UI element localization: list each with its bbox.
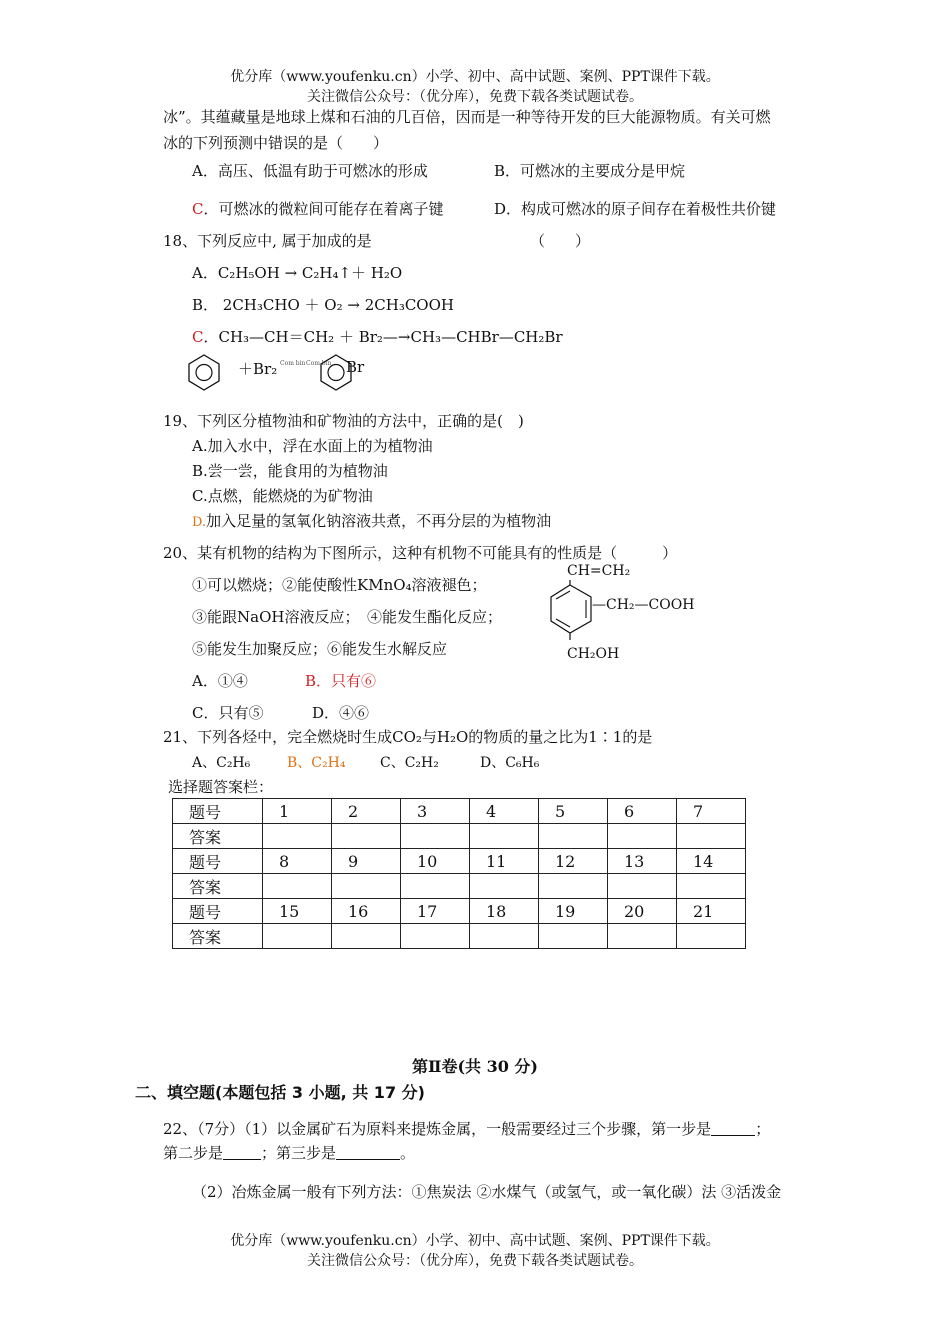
answer-cell[interactable] — [608, 924, 677, 949]
q18-option-c — [192, 326, 563, 347]
question-number-cell: 14 — [677, 849, 746, 874]
answer-cell[interactable] — [608, 874, 677, 899]
question-number-cell: 4 — [470, 799, 539, 824]
q18-paren: （ ） — [530, 232, 591, 250]
question-number-cell: 20 — [608, 899, 677, 924]
question-number-cell: 11 — [470, 849, 539, 874]
q17-option-c — [192, 198, 444, 219]
footer-line-1: 优分库（www.youfenku.cn）小学、初中、高中试题、案例、PPT课件下载。 — [230, 1233, 720, 1249]
answer-cell[interactable] — [470, 874, 539, 899]
q20-property-1: ①可以燃烧；②能使酸性KMnO₄溶液褪色； — [192, 576, 487, 594]
answer-table-caption: 选择题答案栏： — [168, 778, 274, 796]
q18-option-a: A．C₂H₅OH → C₂H₄↑＋ H₂O — [192, 264, 403, 282]
q22-step-3-label: ；第三步是 — [261, 1144, 337, 1162]
question-number-cell: 17 — [401, 899, 470, 924]
question-number-cell: 6 — [608, 799, 677, 824]
question-number-cell: 7 — [677, 799, 746, 824]
q20-property-3: ⑤能发生加聚反应；⑥能发生水解反应 — [192, 640, 448, 658]
q18-option-c-letter: C — [192, 328, 204, 346]
question-number-cell: 19 — [539, 899, 608, 924]
q22-line-2 — [163, 1142, 415, 1163]
q19-option-d-text: 加入足量的氢氧化钠溶液共煮，不再分层的为植物油 — [206, 512, 552, 530]
q22-line-2-end: 。 — [400, 1144, 416, 1162]
q20-option-c: C．只有⑤ — [192, 704, 264, 722]
q20-option-b: B．只有⑥ — [305, 672, 377, 690]
q19-option-b: B.尝一尝，能食用的为植物油 — [192, 462, 388, 480]
answer-cell[interactable] — [677, 924, 746, 949]
table-row — [173, 924, 746, 949]
answer-cell[interactable] — [401, 924, 470, 949]
q20-property-2: ③能跟NaOH溶液反应； ④能发生酯化反应； — [192, 608, 502, 626]
question-number-cell: 8 — [263, 849, 332, 874]
q19-option-c: C.点燃，能燃烧的为矿物油 — [192, 487, 373, 505]
question-number-cell: 2 — [332, 799, 401, 824]
blank-step-3[interactable] — [336, 1145, 400, 1160]
q18-option-d-product: Br — [346, 358, 365, 376]
q17-continuation-1: 冰”。其蕴藏量是地球上煤和石油的几百倍，因而是一种等待开发的巨大能源物质。有关可燃 — [163, 108, 771, 126]
q18-option-b: B． 2CH₃CHO ＋ O₂ → 2CH₃COOH — [192, 296, 454, 314]
blank-step-2[interactable] — [223, 1145, 261, 1160]
answer-cell[interactable] — [608, 824, 677, 849]
question-number-cell: 18 — [470, 899, 539, 924]
footer-line-2: 关注微信公众号：（优分库），免费下载各类试题试卷。 — [307, 1253, 643, 1269]
table-header-cell: 题号 — [173, 849, 263, 874]
question-number-cell: 3 — [401, 799, 470, 824]
q18-condition-label-2: Com bin — [306, 360, 332, 367]
q20-option-a: A．①④ — [192, 672, 248, 690]
q18-option-d-reagent: ＋Br₂ — [238, 360, 278, 378]
q22-line-3: （2）冶炼金属一般有下列方法：①焦炭法 ②水煤气（或氢气，或一氧化碳）法 ③活泼金 — [192, 1183, 782, 1201]
q17-option-b: B．可燃冰的主要成分是甲烷 — [494, 162, 686, 180]
answer-cell[interactable] — [539, 924, 608, 949]
question-number-cell: 5 — [539, 799, 608, 824]
structure-acid-group: —CH₂—COOH — [592, 597, 695, 613]
table-header-cell: 答案 — [173, 824, 263, 849]
q19-option-a: A.加入水中，浮在水面上的为植物油 — [192, 437, 433, 455]
question-number-cell: 15 — [263, 899, 332, 924]
header-line-1: 优分库（www.youfenku.cn）小学、初中、高中试题、案例、PPT课件下载。 — [230, 69, 720, 85]
answer-cell[interactable] — [470, 824, 539, 849]
q18-stem: 18、下列反应中, 属于加成的是 — [163, 232, 372, 250]
answer-cell[interactable] — [332, 924, 401, 949]
q17-option-c-letter: C — [192, 200, 204, 218]
q17-option-a: A．高压、低温有助于可燃冰的形成 — [192, 162, 428, 180]
q22-line-1 — [163, 1118, 770, 1139]
answer-cell[interactable] — [470, 924, 539, 949]
question-number-cell: 21 — [677, 899, 746, 924]
structure-vinyl-group: CH=CH₂ — [567, 563, 631, 579]
answer-cell[interactable] — [263, 924, 332, 949]
blank-step-1[interactable] — [711, 1121, 755, 1136]
q21-option-a: A、C₂H₆ — [192, 755, 251, 771]
table-header-cell: 题号 — [173, 899, 263, 924]
q19-option-d-letter: D. — [192, 515, 207, 530]
structure-alcohol-group: CH₂OH — [567, 646, 620, 662]
answer-cell[interactable] — [332, 874, 401, 899]
benzene-ring-icon — [186, 352, 222, 392]
table-row — [173, 899, 746, 924]
question-number-cell: 12 — [539, 849, 608, 874]
question-number-cell: 10 — [401, 849, 470, 874]
answer-cell[interactable] — [263, 874, 332, 899]
answer-cell[interactable] — [263, 824, 332, 849]
answer-cell[interactable] — [677, 824, 746, 849]
table-row — [173, 849, 746, 874]
q21-option-b: B、C₂H₄ — [287, 755, 346, 771]
q20-option-d: D．④⑥ — [312, 704, 370, 722]
q20-stem: 20、某有机物的结构为下图所示，这种有机物不可能具有的性质是（ ） — [163, 544, 678, 562]
q22-line-1-text: 22、（7分）（1）以金属矿石为原料来提炼金属，一般需要经过三个步骤，第一步是 — [163, 1120, 712, 1138]
question-number-cell: 9 — [332, 849, 401, 874]
q17-continuation-2: 冰的下列预测中错误的是（ ） — [163, 134, 389, 152]
structure-benzene-icon — [548, 580, 598, 640]
table-header-cell: 答案 — [173, 924, 263, 949]
section-title: 二、填空题(本题包括 3 小题, 共 17 分) — [135, 1083, 425, 1102]
table-header-cell: 答案 — [173, 874, 263, 899]
q19-stem: 19、下列区分植物油和矿物油的方法中，正确的是( ) — [163, 412, 524, 430]
answer-cell[interactable] — [539, 824, 608, 849]
answer-cell[interactable] — [677, 874, 746, 899]
table-row — [173, 799, 746, 824]
answer-cell[interactable] — [539, 874, 608, 899]
part2-title: 第Ⅱ卷(共 30 分) — [411, 1057, 539, 1076]
q21-stem: 21、下列各烃中，完全燃烧时生成CO₂与H₂O的物质的量之比为1∶1的是 — [163, 728, 653, 746]
q18-option-c-text: ．CH₃—CH＝CH₂ ＋ Br₂—→CH₃—CHBr—CH₂Br — [203, 328, 563, 346]
table-header-cell: 题号 — [173, 799, 263, 824]
answer-cell[interactable] — [332, 824, 401, 849]
q17-option-c-text: ．可燃冰的微粒间可能存在着离子键 — [203, 200, 444, 218]
q22-step-2-label: 第二步是 — [163, 1144, 224, 1162]
table-row — [173, 874, 746, 899]
q21-option-c: C、C₂H₂ — [380, 755, 439, 771]
question-number-cell: 13 — [608, 849, 677, 874]
q18-condition-label: Com bin — [280, 360, 306, 367]
answer-cell[interactable] — [401, 874, 470, 899]
table-row — [173, 824, 746, 849]
q17-option-d: D．构成可燃冰的原子间存在着极性共价键 — [494, 200, 777, 218]
q22-line-1-end: ； — [755, 1120, 771, 1138]
question-number-cell: 1 — [263, 799, 332, 824]
header-line-2: 关注微信公众号：（优分库），免费下载各类试题试卷。 — [307, 89, 643, 105]
answer-cell[interactable] — [401, 824, 470, 849]
question-number-cell: 16 — [332, 899, 401, 924]
answer-table — [172, 798, 746, 949]
q21-option-d: D、C₆H₆ — [480, 755, 540, 771]
q19-option-d — [192, 510, 551, 531]
